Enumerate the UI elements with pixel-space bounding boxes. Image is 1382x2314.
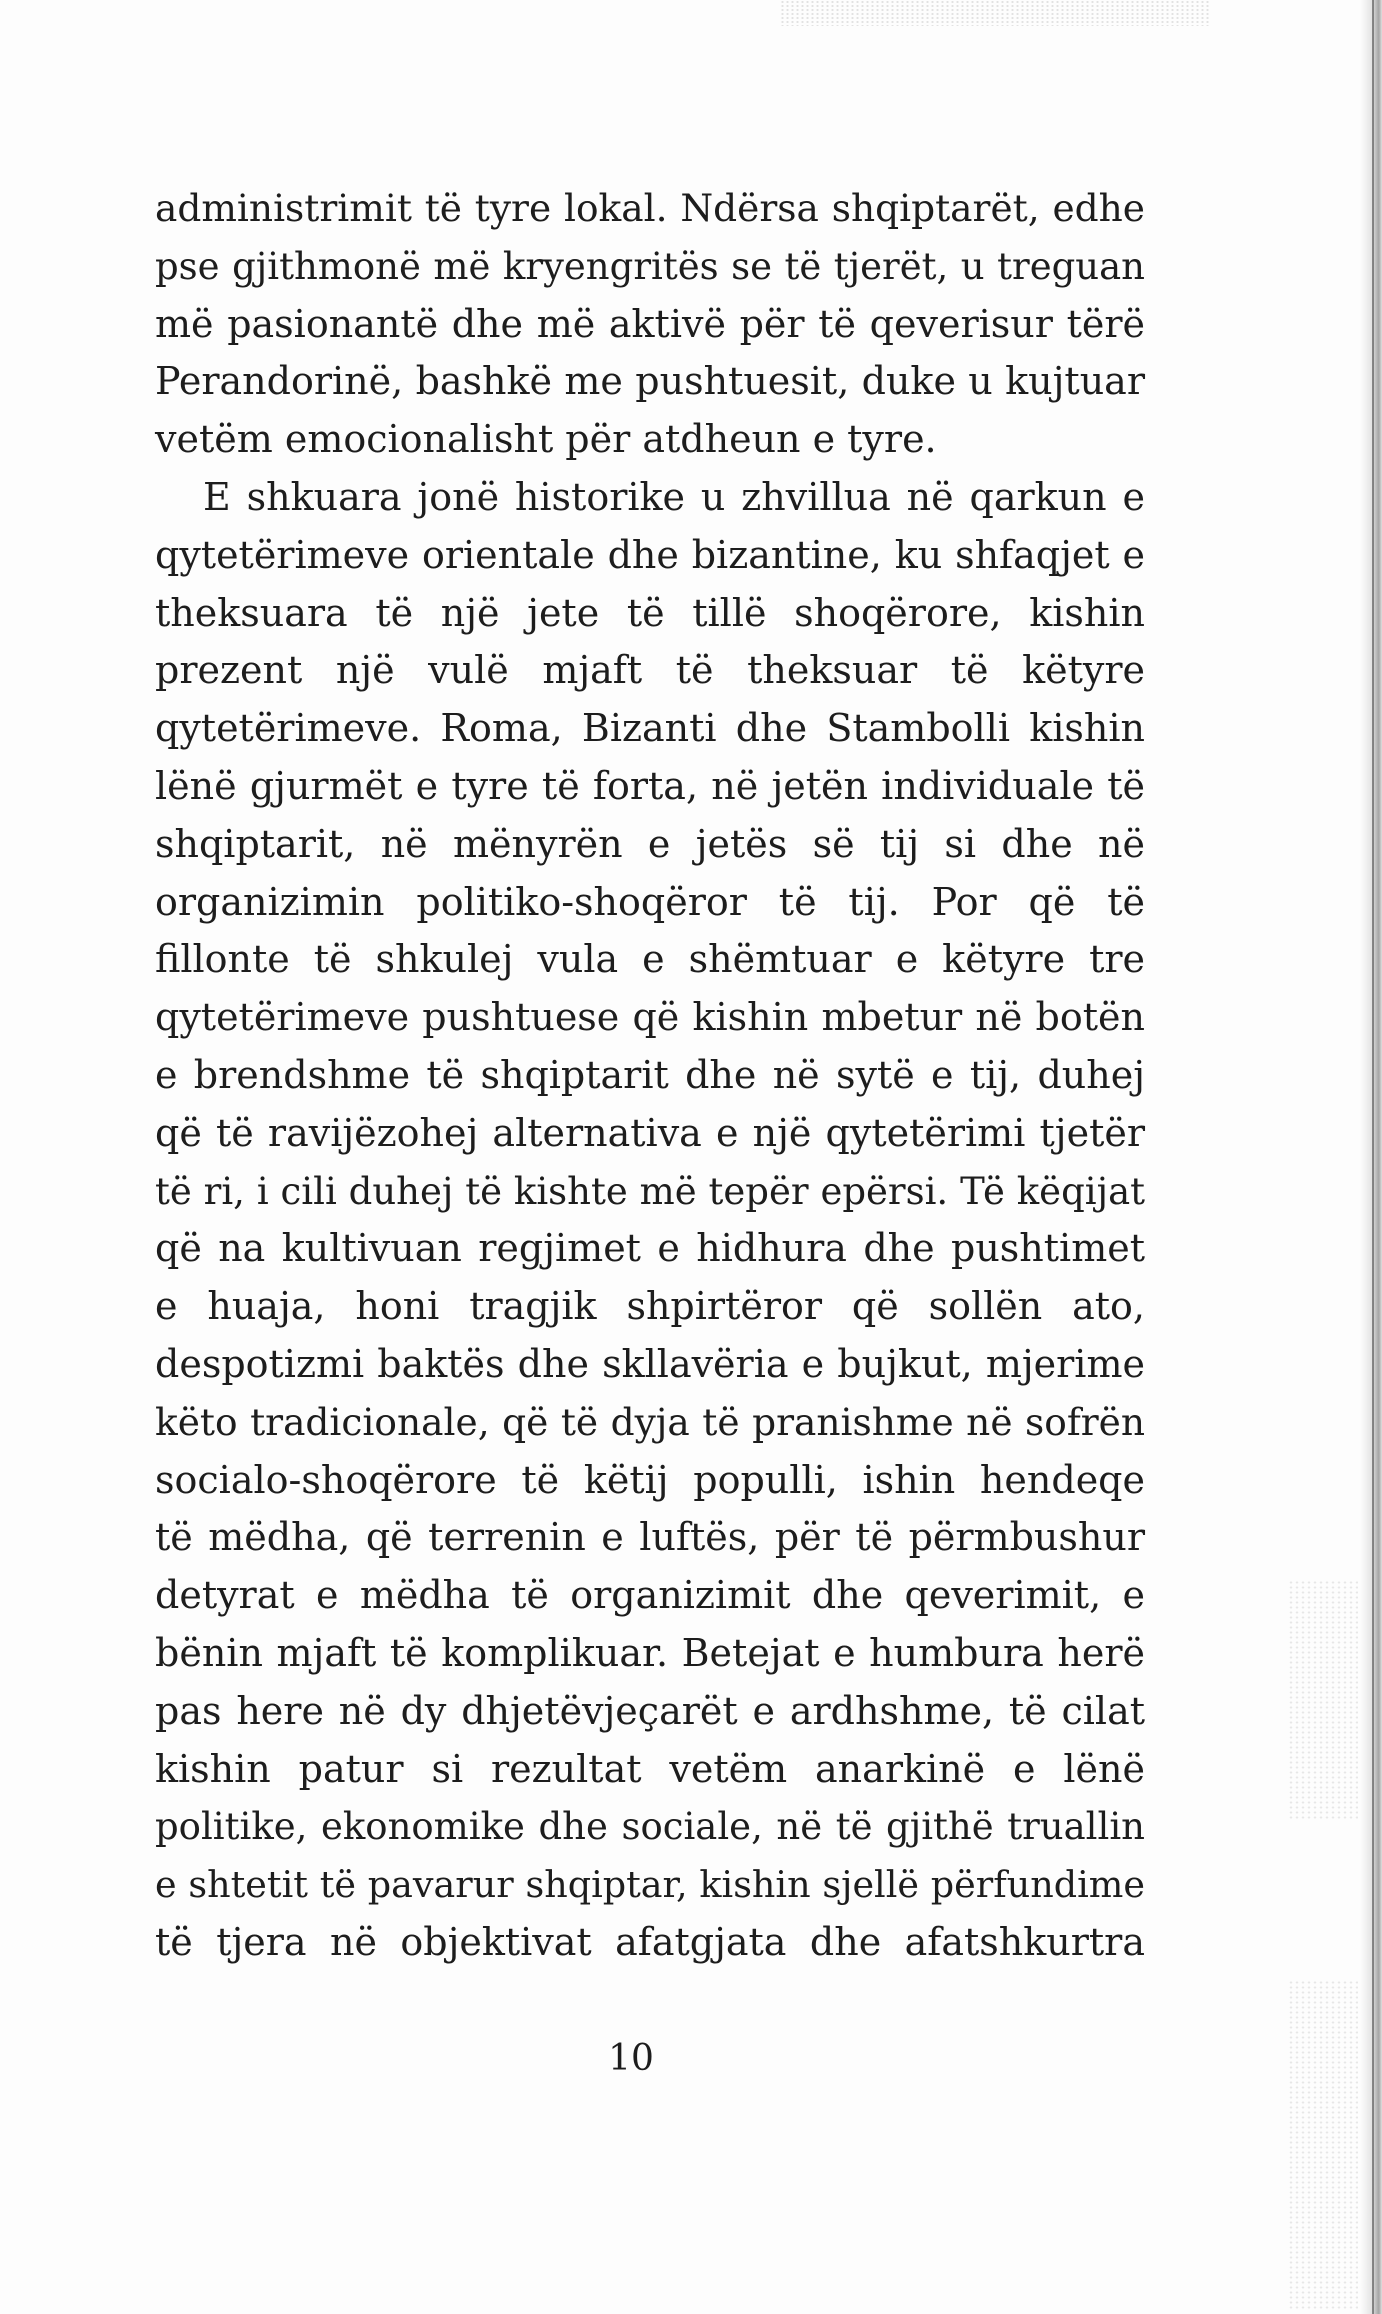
text-line: të mëdha, që terrenin e luftës, për të përmbushur xyxy=(155,1515,1145,1560)
text-line: socialo-shoqërore të këtij populli, ishin hendeqe xyxy=(155,1457,1145,1502)
paragraph xyxy=(155,469,1145,1972)
text-line: vetëm emocionalisht për atdheun e tyre. xyxy=(155,417,937,462)
text-line: më pasionantë dhe më aktivë për të qeverisur tërë xyxy=(155,301,1145,346)
text-line: Perandorinë, bashkë me pushtuesit, duke u kujtuar xyxy=(155,359,1145,404)
text-line: këto tradicionale, që të dyja të pranishme në sofrën xyxy=(155,1399,1145,1444)
text-line: politike, ekonomike dhe sociale, në të gjithë truallin xyxy=(155,1805,1145,1849)
text-line: pas here në dy dhjetëvjeçarët e ardhshme, të cilat xyxy=(155,1688,1145,1733)
text-line: e shtetit të pavarur shqiptar, kishin sjellë përfundime xyxy=(155,1863,1145,1907)
text-line: theksuara të një jete të tillë shoqërore, kishin xyxy=(155,590,1145,635)
page-number: 10 xyxy=(608,2038,654,2079)
scan-noise xyxy=(1288,1980,1358,2310)
text-line: që na kultivuan regjimet e hidhura dhe pushtimet xyxy=(155,1226,1145,1271)
scan-noise xyxy=(780,0,1210,26)
text-line: qytetërimeve. Roma, Bizanti dhe Stambolli kishin xyxy=(155,706,1145,751)
text-line: administrimit të tyre lokal. Ndërsa shqiptarët, edhe xyxy=(155,186,1145,230)
paragraph xyxy=(155,180,1145,469)
text-line: despotizmi baktës dhe skllavëria e bujkut, mjerime xyxy=(155,1341,1145,1386)
text-line: kishin patur si rezultat vetëm anarkinë e lënë xyxy=(155,1746,1145,1791)
text-line: prezent një vulë mjaft të theksuar të këtyre xyxy=(155,648,1145,693)
text-line: pse gjithmonë më kryengritës se të tjerët, u treguan xyxy=(155,244,1145,288)
text-line: lënë gjurmët e tyre të forta, në jetën individuale të xyxy=(155,763,1145,808)
page-edge-shadow xyxy=(1360,0,1382,2314)
text-line: E shkuara jonë historike u zhvillua në qarkun e xyxy=(203,474,1145,519)
text-line: të tjera në objektivat afatgjata dhe afatshkurtra xyxy=(155,1919,1145,1964)
text-line: organizimin politiko-shoqëror të tij. Por që të xyxy=(155,879,1145,924)
text-line: fillonte të shkulej vula e shëmtuar e këtyre tre xyxy=(155,937,1145,982)
page-edge xyxy=(1372,0,1374,2314)
text-line: qytetërimeve pushtuese që kishin mbetur në botën xyxy=(155,995,1145,1040)
text-line: e brendshme të shqiptarit dhe në sytë e tij, duhej xyxy=(155,1052,1145,1097)
scan-noise xyxy=(1288,1580,1358,1820)
body-text xyxy=(155,180,1145,1972)
text-line: të ri, i cili duhej të kishte më tepër epërsi. Të këqijat xyxy=(155,1169,1145,1213)
text-line: bënin mjaft të komplikuar. Betejat e humbura herë xyxy=(155,1630,1145,1675)
text-line: shqiptarit, në mënyrën e jetës së tij si dhe në xyxy=(155,821,1145,866)
text-line: detyrat e mëdha të organizimit dhe qeverimit, e xyxy=(155,1573,1145,1618)
text-line: e huaja, honi tragjik shpirtëror që sollën ato, xyxy=(155,1284,1145,1329)
text-line: qytetërimeve orientale dhe bizantine, ku shfaqjet e xyxy=(155,532,1145,577)
text-line: që të ravijëzohej alternativa e një qytetërimi tjetër xyxy=(155,1110,1145,1155)
